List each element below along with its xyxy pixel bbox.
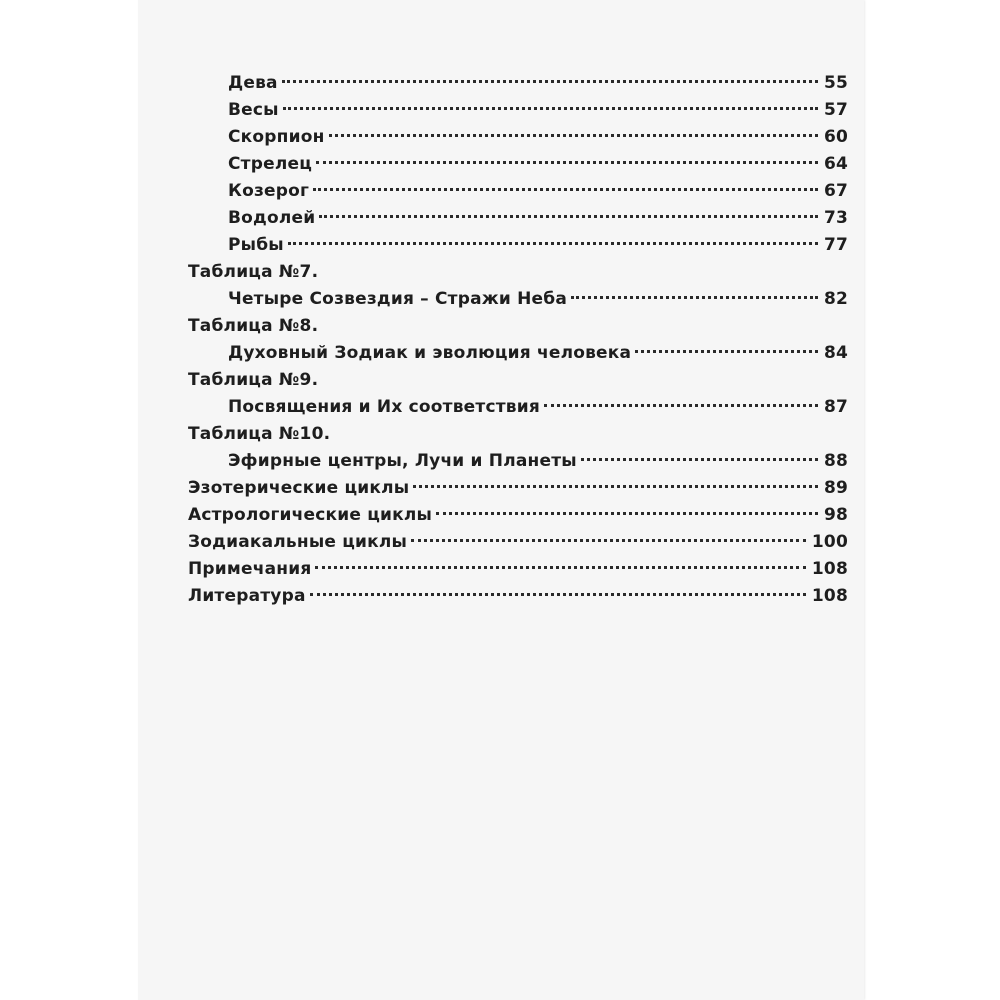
toc-entry-page: 64	[823, 154, 848, 174]
dot-leader	[329, 134, 818, 137]
toc-entry-label: Зодиакальные циклы	[188, 532, 408, 552]
toc-entry-strelets	[188, 151, 848, 178]
dot-leader	[283, 107, 818, 110]
dot-leader	[635, 350, 818, 353]
toc-entry-label: Эзотерические циклы	[188, 478, 410, 498]
toc-entry-kozerog	[188, 178, 848, 205]
toc-entry-zodiacal-cycles	[188, 529, 848, 556]
toc-entry-ryby	[188, 232, 848, 259]
toc-entry-label: Эфирные центры, Лучи и Планеты	[228, 451, 577, 471]
toc-heading-table10: Таблица №10.	[188, 424, 331, 444]
toc-entry-page: 88	[823, 451, 848, 471]
dot-leader	[544, 404, 818, 407]
dot-leader	[316, 161, 818, 164]
toc-entry-page: 98	[823, 505, 848, 525]
toc-entry-astrological-cycles	[188, 502, 848, 529]
dot-leader	[315, 566, 805, 569]
toc-entry-label: Примечания	[188, 559, 312, 579]
toc-entry-page: 100	[811, 532, 848, 552]
toc-entry-label: Четыре Созвездия – Стражи Неба	[228, 289, 568, 309]
toc-entry-page: 89	[823, 478, 848, 498]
toc-entry-page: 73	[823, 208, 848, 228]
dot-leader	[319, 215, 818, 218]
toc-entry-label: Скорпион	[228, 127, 325, 147]
toc-entry-page: 55	[823, 73, 848, 93]
toc-entry-page: 82	[823, 289, 848, 309]
toc-entry-page: 57	[823, 100, 848, 120]
toc-heading-table7: Таблица №7.	[188, 262, 319, 282]
dot-leader	[571, 296, 818, 299]
table-of-contents	[188, 70, 848, 610]
toc-entry-label: Козерог	[228, 181, 310, 201]
toc-heading-table9: Таблица №9.	[188, 370, 319, 390]
toc-entry-literature	[188, 583, 848, 610]
dot-leader	[310, 593, 806, 596]
toc-entry-page: 108	[811, 559, 848, 579]
toc-entry-label: Водолей	[228, 208, 316, 228]
toc-entry-esoteric-cycles	[188, 475, 848, 502]
toc-entry-table10	[188, 448, 848, 475]
dot-leader	[581, 458, 818, 461]
toc-entry-page: 60	[823, 127, 848, 147]
dot-leader	[413, 485, 818, 488]
toc-entry-label: Дева	[228, 73, 278, 93]
toc-entry-page: 84	[823, 343, 848, 363]
toc-entry-table8	[188, 340, 848, 367]
dot-leader	[313, 188, 818, 191]
toc-entry-table7	[188, 286, 848, 313]
toc-entry-page: 108	[811, 586, 848, 606]
dot-leader	[282, 80, 818, 83]
dot-leader	[411, 539, 806, 542]
dot-leader	[436, 512, 818, 515]
toc-entry-label: Весы	[228, 100, 279, 120]
toc-entry-page: 87	[823, 397, 848, 417]
toc-entry-label: Астрологические циклы	[188, 505, 433, 525]
toc-entry-label: Духовный Зодиак и эволюция человека	[228, 343, 632, 363]
toc-entry-table9	[188, 394, 848, 421]
toc-entry-page: 67	[823, 181, 848, 201]
toc-entry-label: Рыбы	[228, 235, 284, 255]
toc-entry-label: Посвящения и Их соответствия	[228, 397, 540, 417]
toc-heading-table8: Таблица №8.	[188, 316, 319, 336]
toc-entry-label: Литература	[188, 586, 306, 606]
dot-leader	[288, 242, 818, 245]
toc-entry-notes	[188, 556, 848, 583]
toc-entry-deva	[188, 70, 848, 97]
toc-entry-vodoley	[188, 205, 848, 232]
toc-entry-label: Стрелец	[228, 154, 313, 174]
toc-entry-skorpion	[188, 124, 848, 151]
toc-entry-page: 77	[823, 235, 848, 255]
toc-entry-vesy	[188, 97, 848, 124]
